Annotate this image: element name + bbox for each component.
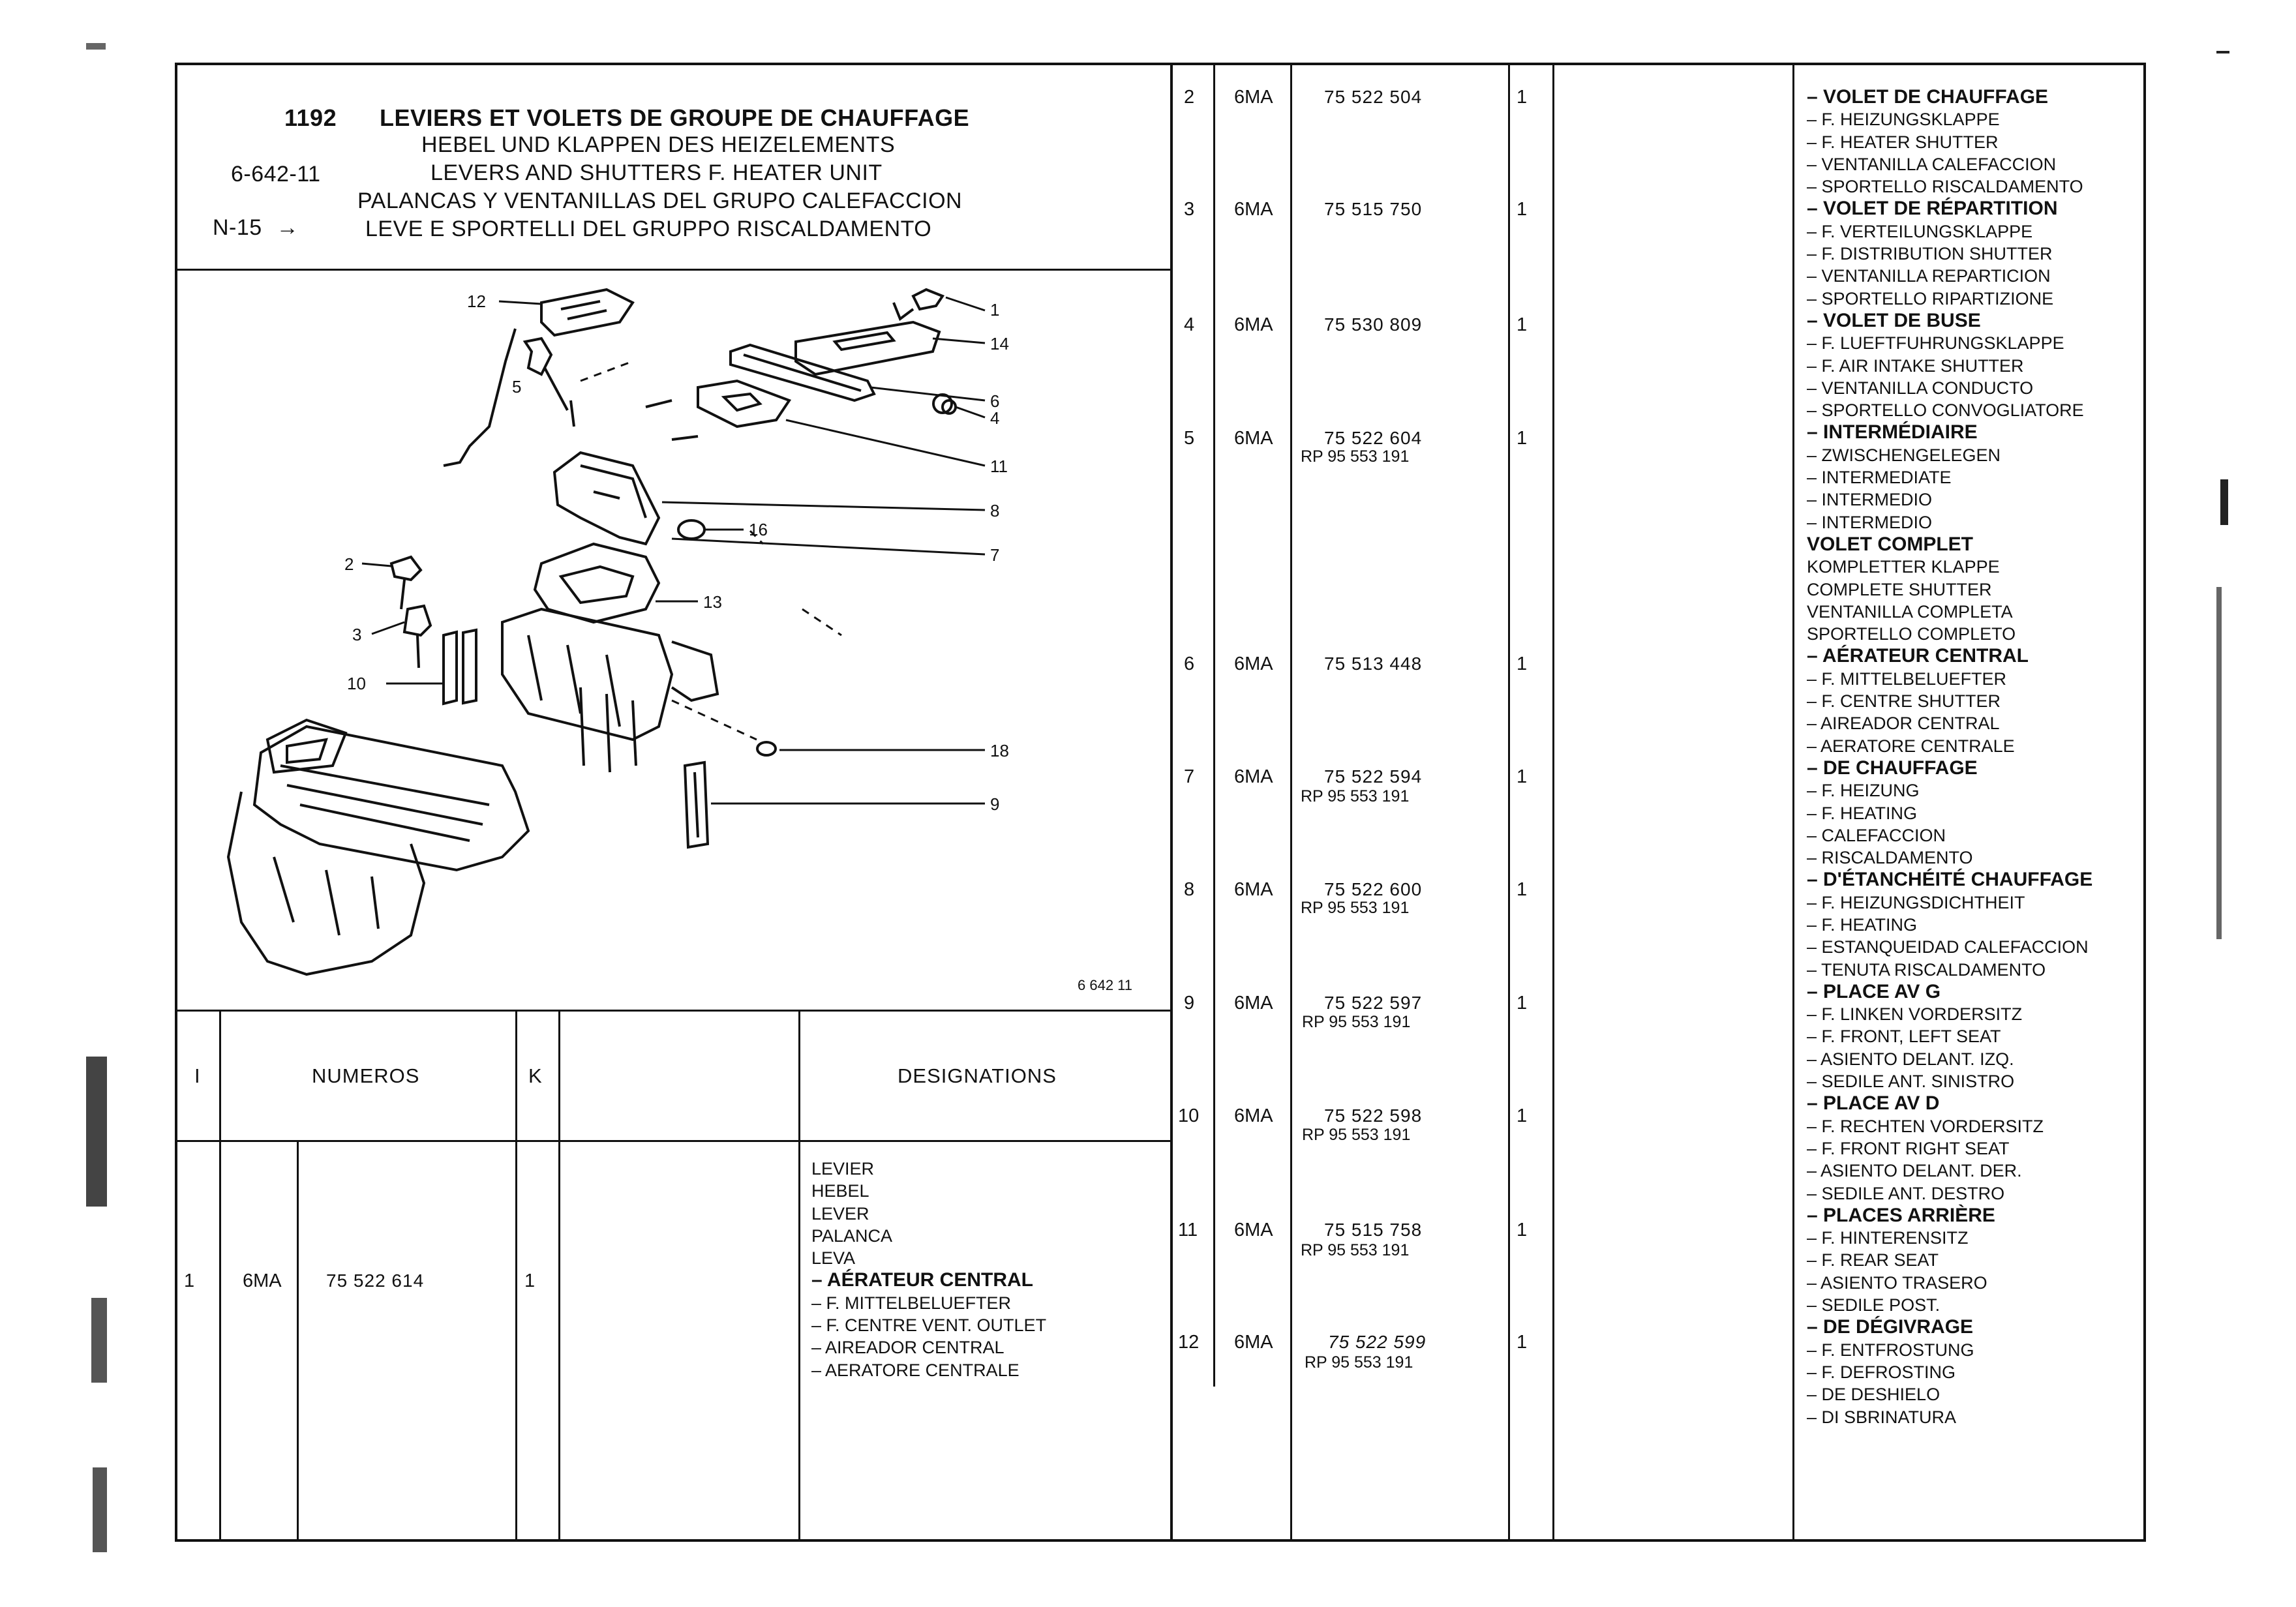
desc-line-bold: – AÉRATEUR CENTRAL — [811, 1269, 1034, 1291]
part-13-body — [535, 544, 659, 622]
row-variant: 6MA — [1234, 653, 1273, 674]
desc-line: – F. AIR INTAKE SHUTTER — [1807, 355, 2024, 376]
desc-line: – SPORTELLO RIPARTIZIONE — [1807, 288, 2054, 308]
desc-line: – VENTANILLA REPARTICION — [1807, 266, 2051, 286]
callout-8: 8 — [990, 501, 1000, 520]
row-part: 75 522 604 — [1324, 428, 1423, 448]
desc-line: – INTERMEDIO — [1807, 490, 1933, 510]
part-12-shutter — [541, 290, 633, 335]
row-variant: 6MA — [1234, 1220, 1273, 1240]
desc-line: – DI SBRINATURA — [1807, 1407, 1957, 1427]
col-divider-k — [558, 1010, 560, 1542]
desc-line-bold: – PLACES ARRIÈRE — [1807, 1204, 1995, 1226]
desc-line: – F. LINKEN VORDERSITZ — [1807, 1004, 2023, 1025]
desc-line: – F. MITTELBELUEFTER — [1807, 668, 2007, 689]
desc-line: – F. HEIZUNG — [1807, 781, 1920, 801]
row-qty: 1 — [1517, 1105, 1528, 1126]
desc-line: – F. FRONT, LEFT SEAT — [1807, 1027, 2001, 1047]
callout-10: 10 — [347, 674, 366, 693]
row-variant: 6MA — [1234, 87, 1273, 108]
row-qty: 1 — [1517, 428, 1528, 449]
desc-line: COMPLETE SHUTTER — [1807, 579, 1992, 599]
row-ref: RP 95 553 191 — [1301, 899, 1410, 917]
scan-artifact-left-3 — [93, 1467, 107, 1552]
desc-line: – CALEFACCION — [1807, 825, 1946, 845]
row-1-variant: 6MA — [243, 1270, 282, 1291]
callout-1: 1 — [990, 300, 1000, 320]
desc-line: PALANCA — [811, 1225, 893, 1246]
row-variant: 6MA — [1234, 1332, 1273, 1353]
desc-line: – F. FRONT RIGHT SEAT — [1807, 1138, 2010, 1158]
r-col-divider-desc — [1792, 63, 1794, 1542]
title-de: HEBEL UND KLAPPEN DES HEIZELEMENTS — [421, 132, 896, 157]
desc-line: KOMPLETTER KLAPPE — [1807, 557, 2000, 577]
scan-artifact-right-2 — [2216, 587, 2222, 939]
row-qty: 1 — [1517, 314, 1528, 335]
row-index: 4 — [1184, 314, 1195, 335]
desc-line: LEVIER — [811, 1159, 875, 1179]
desc-line: LEVER — [811, 1203, 869, 1224]
diagram-divider — [175, 1010, 1171, 1012]
callout-11: 11 — [990, 457, 1008, 476]
col-divider-numeros — [515, 1010, 517, 1542]
desc-line: – F. ENTFROSTUNG — [1807, 1340, 1974, 1360]
th-index: I — [194, 1064, 201, 1087]
desc-line: – DE DESHIELO — [1807, 1385, 1941, 1405]
nav-ref — [213, 215, 299, 241]
exploded-parts-diagram — [176, 270, 1170, 1010]
desc-line: – ASIENTO TRASERO — [1807, 1272, 1987, 1293]
desc-line: – F. DISTRIBUTION SHUTTER — [1807, 244, 2053, 264]
part-2-lever — [391, 557, 421, 609]
callout-6: 6 — [990, 391, 1000, 411]
desc-line: – SEDILE ANT. DESTRO — [1807, 1183, 2005, 1203]
desc-line-bold: – VOLET DE RÉPARTITION — [1807, 198, 2058, 220]
row-ref: RP 95 553 191 — [1302, 1126, 1411, 1144]
desc-line: – VENTANILLA CONDUCTO — [1807, 378, 2034, 398]
nav-arrow-icon: → — [276, 215, 299, 240]
row-index: 6 — [1184, 653, 1195, 674]
callout-5: 5 — [512, 377, 522, 397]
row-1-index: 1 — [184, 1270, 195, 1291]
row-variant: 6MA — [1234, 1105, 1273, 1126]
part-16-cap — [678, 520, 704, 539]
desc-line: – ASIENTO DELANT. DER. — [1807, 1161, 2022, 1181]
row-index: 7 — [1184, 766, 1195, 787]
desc-line: – ASIENTO DELANT. IZQ. — [1807, 1049, 2014, 1069]
title-fr: LEVIERS ET VOLETS DE GROUPE DE CHAUFFAGE — [380, 104, 970, 131]
desc-line-bold: – VOLET DE CHAUFFAGE — [1807, 86, 2049, 108]
callout-2: 2 — [344, 554, 354, 574]
scan-artifact-top-right — [2216, 51, 2229, 53]
row-variant: 6MA — [1234, 428, 1273, 449]
desc-line: – F. HINTERENSITZ — [1807, 1228, 1969, 1248]
row-part: 75 513 448 — [1324, 653, 1423, 674]
col-divider-designations — [798, 1010, 800, 1542]
desc-line: – SEDILE POST. — [1807, 1295, 1941, 1315]
row-qty: 1 — [1517, 1220, 1528, 1240]
row-qty: 1 — [1517, 199, 1528, 220]
callout-9: 9 — [990, 794, 1000, 814]
row-qty: 1 — [1517, 653, 1528, 674]
r-col-divider-qty — [1552, 63, 1554, 1542]
desc-line-bold: – PLACE AV G — [1807, 980, 1941, 1002]
r-col-divider-part — [1290, 63, 1292, 1542]
desc-line: – F. VERTEILUNGSKLAPPE — [1807, 221, 2033, 241]
th-designations: DESIGNATIONS — [898, 1064, 1057, 1087]
callout-7: 7 — [990, 545, 1000, 565]
desc-line: – F. DEFROSTING — [1807, 1362, 1956, 1382]
scan-artifact-top-left — [86, 43, 106, 50]
row-variant: 6MA — [1234, 879, 1273, 900]
row-index: 5 — [1184, 428, 1195, 449]
callout-13: 13 — [703, 592, 722, 612]
row-part: 75 530 809 — [1324, 314, 1423, 335]
row-index: 11 — [1178, 1220, 1198, 1240]
callout-18: 18 — [990, 741, 1009, 760]
desc-line: – AIREADOR CENTRAL — [1807, 713, 2000, 734]
row-ref: RP 95 553 191 — [1302, 1013, 1411, 1031]
desc-line: – VENTANILLA CALEFACCION — [1807, 154, 2057, 174]
desc-line: – AERATORE CENTRALE — [1807, 736, 2015, 756]
scan-artifact-left-2 — [91, 1298, 107, 1383]
drawing-number: 6 642 11 — [1078, 977, 1133, 993]
callout-14: 14 — [990, 334, 1009, 353]
desc-line: VENTANILLA COMPLETA — [1807, 601, 2013, 622]
row-1-part: 75 522 614 — [326, 1270, 425, 1291]
part-5-lever — [525, 338, 551, 374]
nav-ref-label: N-15 — [213, 215, 262, 240]
row-index: 8 — [1184, 879, 1195, 900]
row-ref: RP 95 553 191 — [1305, 1353, 1413, 1372]
row-ref: RP 95 553 191 — [1301, 447, 1410, 466]
row-variant: 6MA — [1234, 314, 1273, 335]
right-designations — [1807, 86, 2092, 1428]
desc-line: – AERATORE CENTRALE — [811, 1360, 1020, 1380]
desc-line: – SPORTELLO RISCALDAMENTO — [1807, 177, 2083, 197]
part-18-clip — [757, 742, 776, 755]
desc-line: – F. RECHTEN VORDERSITZ — [1807, 1116, 2044, 1136]
desc-line: – RISCALDAMENTO — [1807, 848, 1973, 868]
desc-line: – F. HEATER SHUTTER — [1807, 132, 1999, 152]
row-qty: 1 — [1517, 87, 1528, 108]
r-col-divider-variant — [1213, 63, 1215, 1387]
desc-line: – F. HEIZUNGSDICHTHEIT — [1807, 892, 2025, 912]
desc-line-bold: – D'ÉTANCHÉITÉ CHAUFFAGE — [1807, 869, 2093, 891]
row-qty: 1 — [1517, 993, 1528, 1014]
desc-line-bold: – DE DÉGIVRAGE — [1807, 1316, 1974, 1338]
desc-line: – F. CENTRE VENT. OUTLET — [811, 1315, 1047, 1336]
r-col-divider-k — [1508, 63, 1510, 1542]
desc-line-bold: – DE CHAUFFAGE — [1807, 757, 1978, 779]
desc-line: – INTERMEDIO — [1807, 512, 1933, 532]
row-part: 75 522 594 — [1324, 766, 1423, 787]
row-variant: 6MA — [1234, 766, 1273, 787]
desc-line-bold: – INTERMÉDIAIRE — [1807, 421, 1978, 443]
row-index: 10 — [1178, 1105, 1200, 1126]
desc-line: SPORTELLO COMPLETO — [1807, 624, 2016, 644]
row-index: 12 — [1178, 1332, 1200, 1353]
ref-code: 6-642-11 — [231, 162, 321, 187]
row-ref: RP 95 553 191 — [1301, 787, 1410, 805]
title-es: PALANCAS Y VENTANILLAS DEL GRUPO CALEFACCION — [357, 188, 963, 213]
desc-line-bold: – VOLET DE BUSE — [1807, 309, 1981, 331]
col-divider-index — [219, 1010, 221, 1542]
row-variant: 6MA — [1234, 993, 1273, 1014]
row-part: 75 515 758 — [1324, 1220, 1423, 1240]
desc-line: LEVA — [811, 1248, 856, 1269]
row-qty: 1 — [1517, 766, 1528, 787]
group-number: 1192 — [284, 104, 337, 131]
desc-line-bold: – AÉRATEUR CENTRAL — [1807, 645, 2029, 667]
desc-line: – F. HEATING — [1807, 914, 1918, 935]
callout-4: 4 — [990, 408, 1000, 428]
row-part: 75 522 504 — [1324, 87, 1423, 107]
desc-line: – F. LUEFTFUHRUNGSKLAPPE — [1807, 333, 2064, 353]
row-part: 75 515 750 — [1324, 199, 1423, 219]
part-10-plates — [444, 630, 476, 704]
callout-12: 12 — [467, 292, 486, 311]
scan-artifact-left-1 — [86, 1057, 107, 1207]
desc-line: – ZWISCHENGELEGEN — [1807, 445, 2001, 465]
desc-line: – SPORTELLO CONVOGLIATORE — [1807, 400, 2084, 421]
part-8-housing — [554, 453, 659, 544]
row-part: 75 522 597 — [1324, 993, 1423, 1013]
row-part: 75 522 599 — [1328, 1332, 1427, 1352]
callout-3: 3 — [352, 625, 362, 644]
row-part: 75 522 600 — [1324, 879, 1423, 899]
desc-line: – TENUTA RISCALDAMENTO — [1807, 959, 2046, 980]
row-part: 75 522 598 — [1324, 1105, 1423, 1126]
desc-line: – AIREADOR CENTRAL — [811, 1338, 1004, 1358]
desc-line-bold: – PLACE AV D — [1807, 1092, 1940, 1115]
col-divider-variant — [297, 1140, 299, 1542]
th-numeros: NUMEROS — [312, 1064, 420, 1087]
row-variant: 6MA — [1234, 199, 1273, 220]
desc-line: – F. MITTELBELUEFTER — [811, 1293, 1012, 1313]
callout-16: 16 — [749, 520, 768, 539]
row-1-qty: 1 — [524, 1270, 536, 1291]
desc-line-bold: VOLET COMPLET — [1807, 533, 1973, 555]
row-index: 9 — [1184, 993, 1195, 1014]
row-qty: 1 — [1517, 1332, 1528, 1353]
part-3-lever — [404, 606, 430, 668]
left-panel-right-border — [1170, 63, 1173, 1542]
row-index: 2 — [1184, 87, 1195, 108]
row-qty: 1 — [1517, 879, 1528, 900]
row-index: 3 — [1184, 199, 1195, 220]
desc-line: – INTERMEDIATE — [1807, 468, 1952, 488]
desc-line: – F. CENTRE SHUTTER — [1807, 691, 2001, 712]
th-k: K — [528, 1064, 543, 1087]
desc-line: – F. REAR SEAT — [1807, 1250, 1939, 1270]
duct-assembly — [254, 727, 528, 870]
row-1-designation — [811, 1158, 1046, 1381]
desc-line: HEBEL — [811, 1181, 869, 1201]
row-ref: RP 95 553 191 — [1301, 1241, 1410, 1259]
part-11-shutter — [698, 381, 789, 427]
title-en: LEVERS AND SHUTTERS F. HEATER UNIT — [430, 160, 883, 185]
title-it: LEVE E SPORTELLI DEL GRUPPO RISCALDAMENTO — [365, 217, 932, 241]
desc-line: – F. HEIZUNGSKLAPPE — [1807, 110, 2000, 130]
desc-line: – SEDILE ANT. SINISTRO — [1807, 1072, 2015, 1092]
scan-artifact-right-1 — [2220, 479, 2228, 525]
table-header-divider — [175, 1140, 1171, 1142]
desc-line: – ESTANQUEIDAD CALEFACCION — [1807, 937, 2089, 957]
desc-line: – F. HEATING — [1807, 803, 1918, 823]
part-1-lever — [894, 290, 943, 319]
